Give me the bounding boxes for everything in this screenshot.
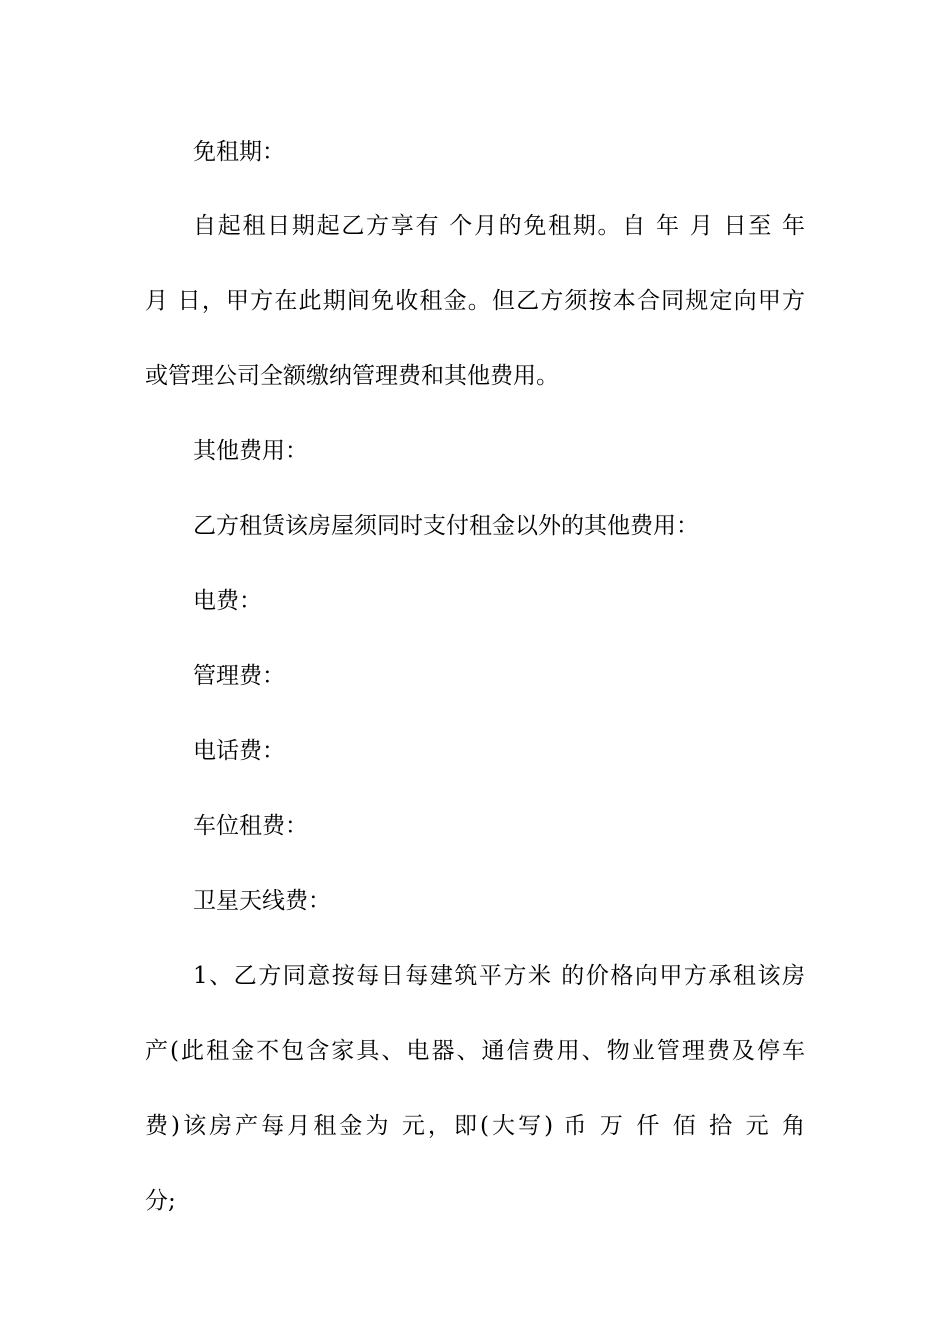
other-fees-intro: 乙方租赁该房屋须同时支付租金以外的其他费用：: [193, 513, 699, 539]
free-rent-paragraph-line-2: 月 日，甲方在此期间免收租金。但乙方须按本合同规定向甲方: [145, 288, 805, 314]
fee-telephone: 电话费：: [193, 738, 285, 764]
fee-electricity: 电费：: [193, 588, 262, 614]
free-rent-paragraph-line-3: 或管理公司全额缴纳管理费和其他费用。: [145, 363, 559, 389]
clause-1-line-4: 分;: [145, 1188, 176, 1214]
clause-1-line-2: 产(此租金不包含家具、电器、通信费用、物业管理费及停车: [145, 1038, 805, 1064]
fee-parking: 车位租费：: [193, 813, 308, 839]
fee-management: 管理费：: [193, 663, 285, 689]
clause-1-line-1: 1、乙方同意按每日每建筑平方米 的价格向甲方承租该房: [193, 963, 805, 989]
fee-satellite: 卫星天线费：: [193, 888, 331, 914]
other-fees-heading: 其他费用：: [193, 438, 308, 464]
free-rent-heading: 免租期：: [193, 139, 285, 165]
free-rent-paragraph-line-1: 自起租日期起乙方享有 个月的免租期。自 年 月 日至 年: [193, 213, 805, 239]
clause-1-line-3: 费)该房产每月租金为 元，即(大写) 币 万 仟 佰 拾 元 角: [145, 1113, 805, 1139]
